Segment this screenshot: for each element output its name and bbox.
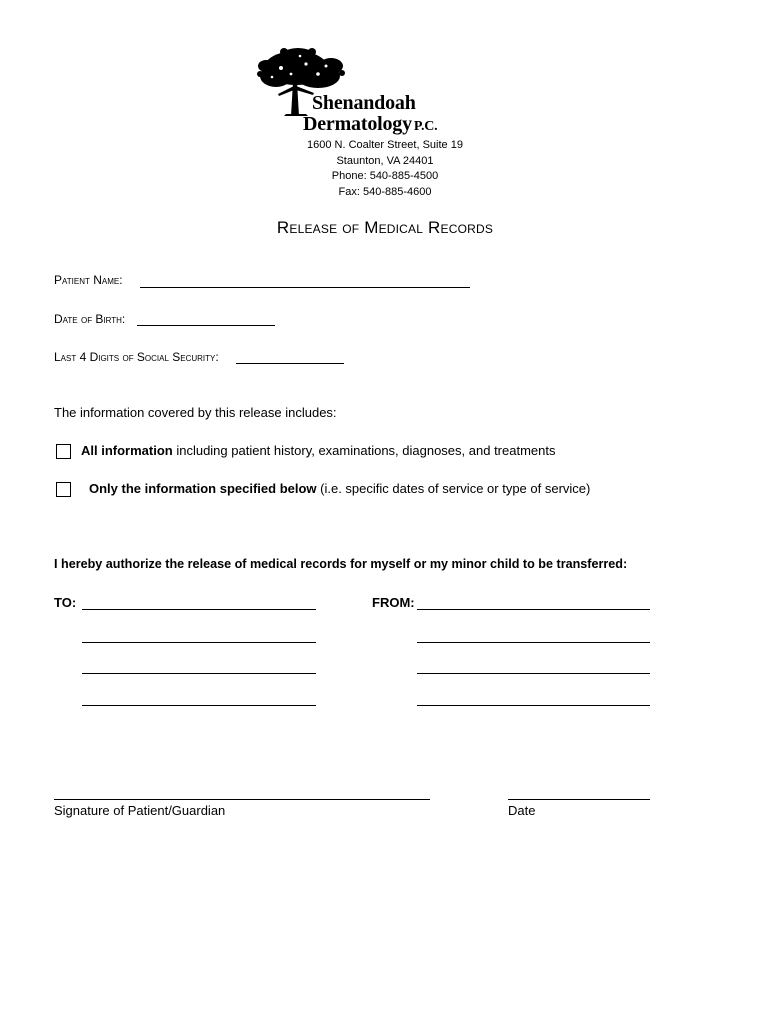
all-information-checkbox[interactable] [56,444,71,459]
specified-information-desc: (i.e. specific dates of service or type of service) [316,481,591,496]
brand-suffix: P.C. [413,119,438,134]
dob-row [54,312,125,326]
specified-information-checkbox[interactable] [56,482,71,497]
from-line-2[interactable] [417,642,650,643]
date-line[interactable] [508,799,650,800]
ssn-label: Last 4 Digits of Social Security: [54,350,219,364]
brand-name-word: Dermatology [303,113,412,135]
authorization-statement: I hereby authorize the release of medical records for myself or my minor child to be transferred: [54,557,628,571]
to-line-2[interactable] [82,642,316,643]
to-label: TO: [54,595,77,610]
all-information-option [81,443,555,458]
from-line-3[interactable] [417,673,650,674]
brand-name-line2 [303,113,437,136]
dob-field[interactable] [137,325,275,326]
phone-number: Phone: 540-885-4500 [331,170,439,182]
fax-number: Fax: 540-885-4600 [338,185,432,198]
signature-line[interactable] [54,799,430,800]
ssn-row [54,350,219,364]
from-line-4[interactable] [417,705,650,706]
practice-logo [256,46,476,138]
address-line2: Staunton, VA 24401 [336,154,434,167]
patient-name-field[interactable] [140,287,470,288]
date-label: Date [508,803,536,818]
page-title: Release of Medical Records [276,218,494,237]
ssn-field[interactable] [236,363,344,364]
to-line-3[interactable] [82,673,316,674]
address-block [0,138,770,200]
to-line-1[interactable] [82,609,316,610]
to-line-4[interactable] [82,705,316,706]
all-information-label: All information [81,443,173,458]
from-label: FROM: [372,595,415,610]
specified-information-label: Only the information specified below [89,481,317,496]
signature-label: Signature of Patient/Guardian [54,803,226,818]
brand-name-line1: Shenandoah [312,92,416,114]
all-information-desc: including patient history, examinations, diagnoses, and treatments [172,443,556,458]
address-line1: 1600 N. Coalter Street, Suite 19 [307,139,463,151]
dob-label: Date of Birth: [54,312,126,326]
info-intro: The information covered by this release includes: [54,405,337,420]
specified-information-option [89,481,590,496]
patient-name-row [54,273,123,287]
from-line-1[interactable] [417,609,650,610]
patient-name-label: Patient Name: [54,273,123,287]
